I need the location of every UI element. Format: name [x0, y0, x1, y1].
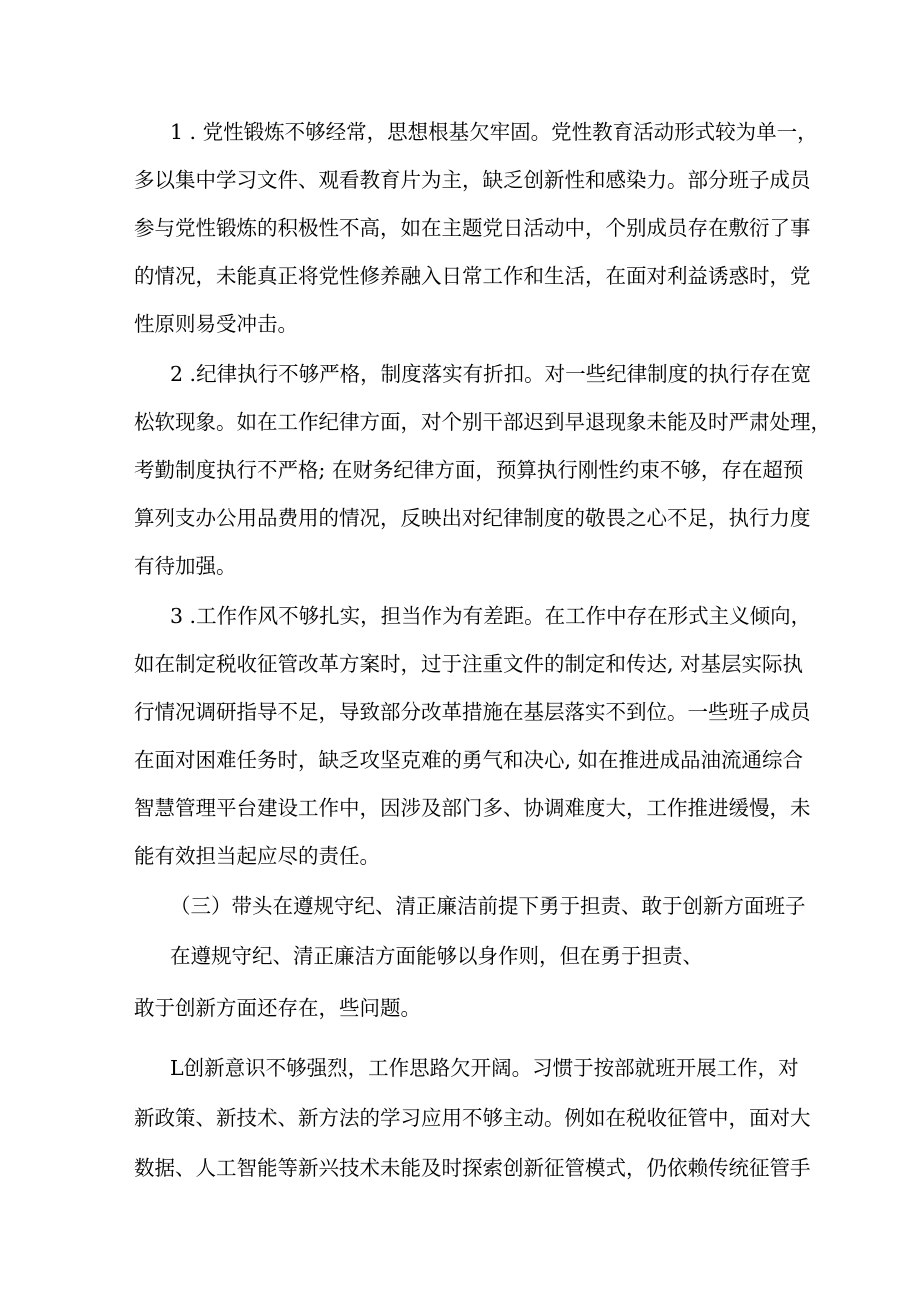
paragraph-line: 行情况调研指导不足，导致部分改革措施在基层落实不到位。一些班子成员: [134, 700, 811, 724]
paragraph-line: 在面对困难任务时，缺乏攻坚克难的勇气和决心, 如在推进成品油流通综合: [134, 748, 804, 772]
paragraph-line: 考勤制度执行不严格; 在财务纪律方面，预算执行刚性约束不够，存在超预: [134, 458, 804, 482]
paragraph-line: 新政策、新技术、新方法的学习应用不够主动。例如在税收征管中，面对大: [134, 1106, 811, 1130]
paragraph-line: 1 . 党性锻炼不够经常，思想根基欠牢固。党性教育活动形式较为单一，: [170, 120, 818, 144]
paragraph-line: 算列支办公用品费用的情况，反映出对纪律制度的敬畏之心不足，执行力度: [134, 506, 811, 530]
paragraph-line: 3 .工作作风不够扎实，担当作为有差距。在工作中存在形式主义倾向，: [170, 604, 812, 628]
paragraph-line: 数据、人工智能等新兴技术未能及时探索创新征管模式，仍依赖传统征管手: [134, 1156, 811, 1180]
section-heading: （三）带头在遵规守纪、清正廉洁前提下勇于担责、敢于创新方面班子: [170, 894, 806, 918]
paragraph-line: 多以集中学习文件、观看教育片为主，缺乏创新性和感染力。部分班子成员: [134, 168, 811, 192]
paragraph-line: 智慧管理平台建设工作中，因涉及部门多、协调难度大，工作推进缓慢，未: [134, 796, 811, 820]
paragraph-line: 如在制定税收征管改革方案时，过于注重文件的制定和传达, 对基层实际执: [134, 652, 804, 676]
paragraph-line: 能有效担当起应尽的责任。: [134, 844, 380, 868]
paragraph-line: 敢于创新方面还存在，些问题。: [134, 996, 421, 1020]
paragraph-line: L创新意识不够强烈，工作思路欠开阔。习惯于按部就班开展工作，对: [170, 1056, 799, 1080]
paragraph-line: 2 .纪律执行不够严格，制度落实有折扣。对一些纪律制度的执行存在宽: [170, 362, 812, 386]
paragraph-line: 松软现象。如在工作纪律方面，对个别干部迟到早退现象未能及时严肃处理，: [134, 410, 831, 434]
paragraph-line: 有待加强。: [134, 554, 237, 578]
paragraph-line: 在遵规守纪、清正廉洁方面能够以身作则，但在勇于担责、: [170, 944, 703, 968]
paragraph-line: 的情况，未能真正将党性修养融入日常工作和生活，在面对利益诱惑时，党: [134, 264, 811, 288]
paragraph-line: 参与党性锻炼的积极性不高，如在主题党日活动中，个别成员存在敷衍了事: [134, 216, 811, 240]
paragraph-line: 性原则易受冲击。: [134, 312, 298, 336]
